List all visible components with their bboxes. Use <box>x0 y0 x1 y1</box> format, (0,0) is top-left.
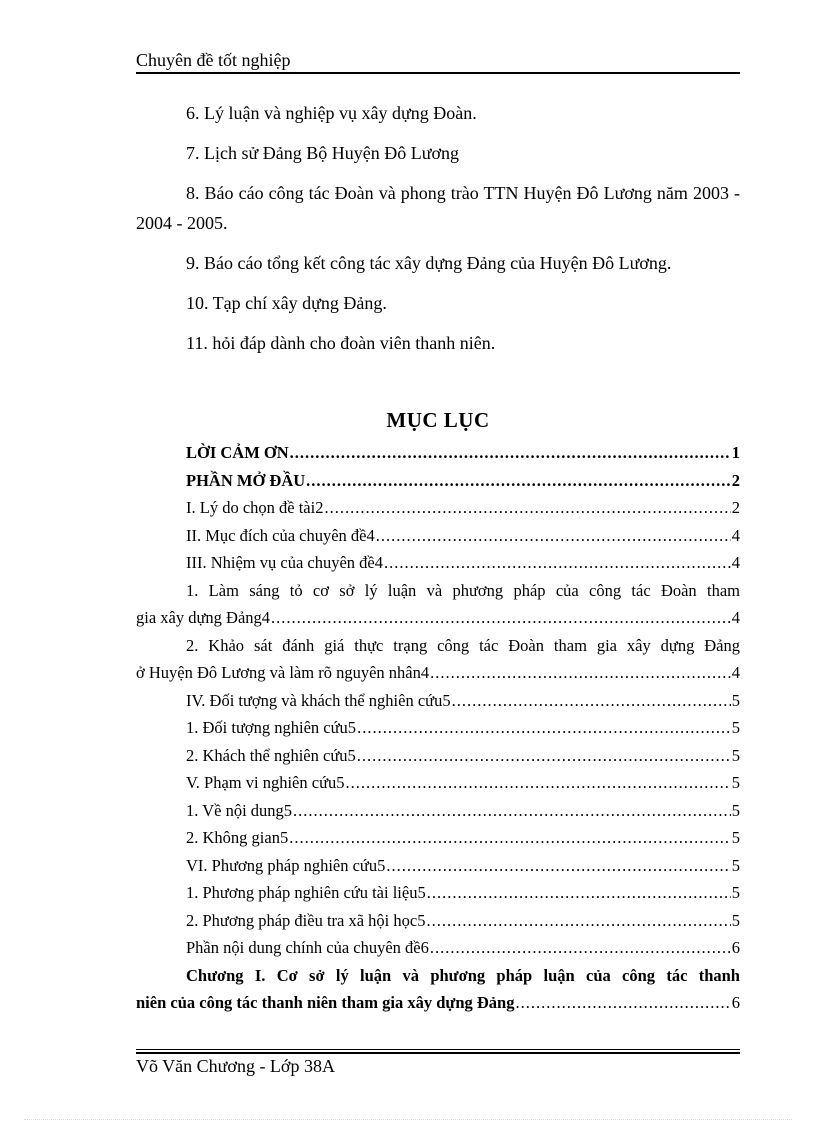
footer-rule <box>136 1049 740 1050</box>
header-rule <box>136 72 740 74</box>
toc-leader-dots <box>324 494 730 522</box>
toc-entry-text: 1. Về nội dung5 <box>186 800 293 820</box>
toc-leader-dots <box>357 742 731 770</box>
toc-entry-page: 5 <box>731 910 740 930</box>
toc-entry-text: Phần nội dung chính của chuyên đề6 <box>186 938 429 957</box>
toc-entry-page: 4 <box>731 608 740 627</box>
toc-entry <box>136 769 740 797</box>
toc-entry-page: 5 <box>731 690 740 710</box>
toc-leader-dots <box>271 604 731 632</box>
toc-entry-page: 4 <box>731 525 740 545</box>
toc-entry-line: 1. Làm sáng tỏ cơ sở lý luận và phương pháp của công tác Đoàn tham <box>186 580 740 600</box>
toc-leader-dots <box>289 824 731 852</box>
toc-leader-dots <box>290 439 731 467</box>
toc-entry-text: niên của công tác thanh niên tham gia xây dựng Đảng <box>136 993 515 1012</box>
toc-entry-text: 1. Đối tượng nghiên cứu5 <box>186 718 357 737</box>
toc-entry-text: LỜI CẢM ƠN <box>186 443 289 462</box>
toc-leader-dots <box>306 467 731 495</box>
toc-entry <box>136 687 740 715</box>
toc-entry <box>136 824 740 852</box>
toc-entry-page: 5 <box>731 828 740 847</box>
toc-entry-text: IV. Đối tượng và khách thể nghiên cứu5 <box>186 690 451 710</box>
toc-leader-dots <box>376 522 731 550</box>
toc-entry-text: 1. Phương pháp nghiên cứu tài liệu5 <box>186 883 426 902</box>
toc-entry <box>136 494 740 522</box>
toc-entry <box>136 714 740 742</box>
toc-entry <box>136 742 740 770</box>
toc-leader-dots <box>430 934 731 962</box>
toc-leader-dots <box>384 549 731 577</box>
toc-leader-dots <box>430 659 731 687</box>
reference-item: 7. Lịch sử Đảng Bộ Huyện Đô Lương <box>186 143 459 163</box>
toc-entry <box>136 439 740 467</box>
toc-entry <box>136 604 740 632</box>
toc-entry-line: 2. Khảo sát đánh giá thực trạng công tác Đoàn tham gia xây dựng Đảng <box>186 635 740 655</box>
toc-entry <box>136 797 740 825</box>
toc-leader-dots <box>427 879 731 907</box>
toc-entry-page: 6 <box>731 993 740 1012</box>
toc-leader-dots <box>293 797 731 825</box>
toc-entry <box>136 934 740 962</box>
reference-item: 11. hỏi đáp dành cho đoàn viên thanh niên. <box>186 333 496 353</box>
toc-entry <box>136 852 740 880</box>
toc-entry-text: V. Phạm vi nghiên cứu5 <box>186 773 345 792</box>
toc-entry <box>136 989 740 1017</box>
page-header-title: Chuyên đề tốt nghiệp <box>136 50 291 70</box>
toc-leader-dots <box>452 687 731 715</box>
toc-leader-dots <box>386 852 730 880</box>
toc-entry-text: ở Huyện Đô Lương và làm rõ nguyên nhân4 <box>136 663 430 682</box>
toc-entry-line: Chương I. Cơ sở lý luận và phương pháp luận của công tác thanh <box>186 965 740 985</box>
reference-list <box>136 98 740 368</box>
footer-rule <box>136 1052 740 1054</box>
toc-entry-page: 5 <box>731 883 740 902</box>
toc-entry-text: gia xây dựng Đảng4 <box>136 608 271 627</box>
toc-entry <box>136 549 740 577</box>
toc-entry-page: 5 <box>731 773 740 792</box>
toc-entry-page: 5 <box>731 800 740 820</box>
toc-entry <box>136 659 740 687</box>
toc-entry-text: 2. Khách thể nghiên cứu5 <box>186 745 356 765</box>
toc-leader-dots <box>346 769 731 797</box>
toc-entry <box>136 907 740 935</box>
page-footer-text: Võ Văn Chương - Lớp 38A <box>136 1056 335 1076</box>
reference-item: 6. Lý luận và nghiệp vụ xây dựng Đoàn. <box>186 103 477 123</box>
toc-entry-page: 4 <box>731 553 740 572</box>
toc-entry-text: VI. Phương pháp nghiên cứu5 <box>186 855 386 875</box>
toc-entry-page: 1 <box>731 443 740 462</box>
toc-entry-text: PHẦN MỞ ĐẦU <box>186 470 306 490</box>
toc-entry-page: 5 <box>731 718 740 737</box>
toc-entry-text: 2. Phương pháp điều tra xã hội học5 <box>186 910 426 930</box>
reference-item: 9. Báo cáo tổng kết công tác xây dựng Đảng của Huyện Đô Lương. <box>186 253 672 273</box>
toc-entry-text: III. Nhiệm vụ của chuyên đề4 <box>186 553 384 572</box>
toc-leader-dots <box>515 989 730 1017</box>
toc-entry-text: II. Mục đích của chuyên đề4 <box>186 525 375 545</box>
toc-entry <box>136 467 740 495</box>
reference-item: 8. Báo cáo công tác Đoàn và phong trào TTN Huyện Đô Lương năm 2003 - 2004 - 2005. <box>136 183 740 233</box>
toc-leader-dots <box>426 907 730 935</box>
toc-entry-page: 5 <box>731 855 740 875</box>
toc-entry-text: I. Lý do chọn đề tài2 <box>186 498 324 517</box>
toc-entry-page: 2 <box>731 498 740 517</box>
toc-entry <box>136 522 740 550</box>
table-of-contents <box>136 439 740 1017</box>
toc-entry-text: 2. Không gian5 <box>186 828 289 847</box>
toc-entry-page: 5 <box>731 745 740 765</box>
toc-entry-page: 4 <box>731 663 740 682</box>
toc-entry-page: 2 <box>731 470 740 490</box>
page-edge <box>24 1119 792 1120</box>
reference-item: 10. Tạp chí xây dựng Đảng. <box>186 293 387 313</box>
toc-leader-dots <box>357 714 731 742</box>
toc-entry <box>136 879 740 907</box>
toc-entry-page: 6 <box>731 938 740 957</box>
toc-title: MỤC LỤC <box>386 408 490 432</box>
